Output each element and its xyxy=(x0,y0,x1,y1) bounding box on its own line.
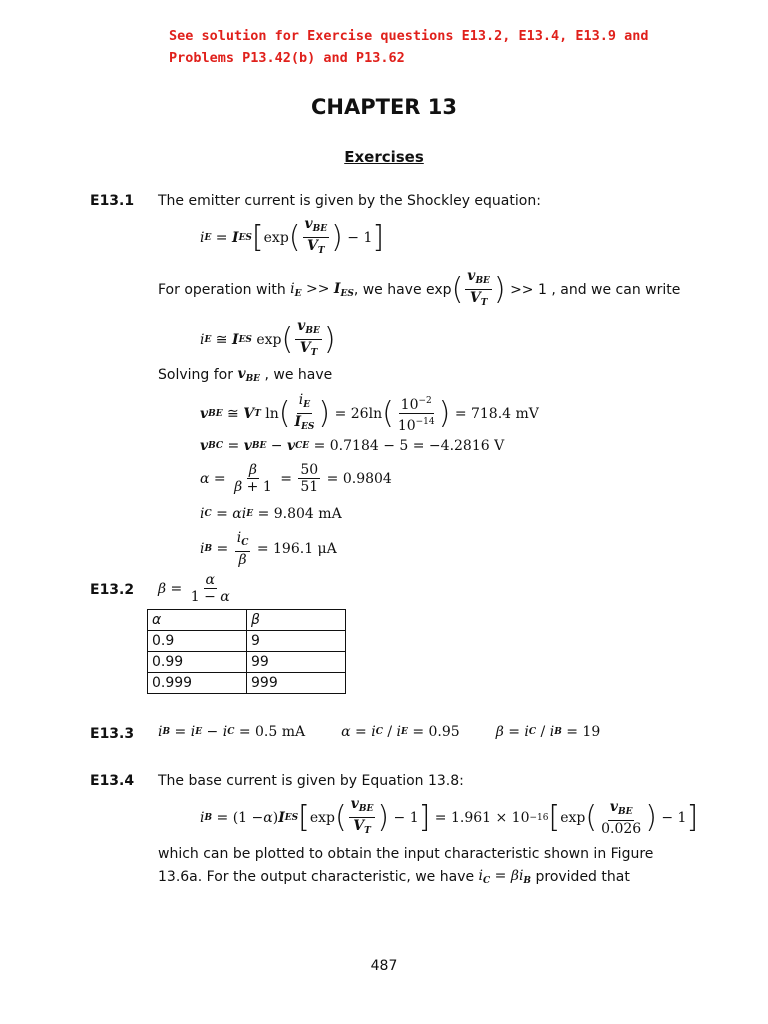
e13-4-intro: The base current is given by Equation 13.8: xyxy=(158,773,464,789)
section-title: Exercises xyxy=(344,148,424,166)
table-row xyxy=(148,652,346,673)
solving-a: Solving for xyxy=(158,367,233,383)
table-row xyxy=(148,673,346,694)
op-text-b: , we have exp xyxy=(353,281,452,298)
alpha-result: = 0.9804 xyxy=(326,470,392,487)
table-cell: 0.999 xyxy=(148,673,247,694)
approx-equation: i E ≅ I ES exp ( $\frac{v_{BE}}{V_T}$ ) xyxy=(200,318,336,358)
shockley-equation: i E = I ES [ exp ( $\frac{v_{BE}}{V_T}$ ) − 1 ] xyxy=(200,216,385,256)
alpha-beta-table xyxy=(147,609,346,694)
coef-exponent: −16 xyxy=(529,812,549,823)
alpha-equation: α = $\frac{\beta}{\beta + 1}$ = $\frac{50}{51}$ = 0.9804 xyxy=(200,462,392,495)
e13-3-alpha: = 0.95 xyxy=(412,724,460,740)
e13-4-text-2b: provided that xyxy=(535,869,630,885)
exercise-label-e13-3: E13.3 xyxy=(90,726,135,742)
table-header-beta: β xyxy=(247,610,346,631)
page-number: 487 xyxy=(370,958,398,974)
table-cell: 0.9 xyxy=(148,631,247,652)
vbc-equation: v BC = v BE − v CE = 0.7184 − 5 = −4.2816 V xyxy=(200,438,505,454)
table-cell: 9 xyxy=(247,631,346,652)
ib-equation: i B = $\frac{i_C}{\beta}$ = 196.1 μA xyxy=(200,530,337,568)
ic-result: = 9.804 mA xyxy=(257,506,342,522)
ic-equation: i C = α i E = 9.804 mA xyxy=(200,506,342,522)
base-current-equation: i B = (1 − α ) I ES [ exp ( $\frac{v_{BE}}{V_T}$ ) − 1 ] = 1.961 × 10 −16 [ exp ( $\frac{v_{BE}}{0.026}$ ) − 1 ] xyxy=(200,796,699,837)
vbe-equation: v BE ≅ V T ln ( $\frac{i_E}{I_{ES}}$ ) = 26ln ( $\frac{10^{-2}}{10^{-14}}$ ) = 718.4 mV xyxy=(200,392,539,434)
notice-line-2: Problems P13.42(b) and P13.62 xyxy=(169,50,405,66)
table-cell: 0.99 xyxy=(148,652,247,673)
notice-line-1: See solution for Exercise questions E13.2, E13.4, E13.9 and xyxy=(169,28,649,44)
e13-3-beta: = 19 xyxy=(566,724,601,740)
coef-text: = 1.961 × 10 xyxy=(434,809,530,826)
ib-result: = 196.1 μA xyxy=(256,541,337,557)
operation-line: For operation with $i_E >> I_{ES}$ , we have exp ( $\frac{v_{BE}}{V_T}$ ) >> 1 , and we can write xyxy=(158,268,681,308)
table-header-row xyxy=(148,610,346,631)
vbe-result: = 718.4 mV xyxy=(454,405,539,422)
vt-value: 0.026 xyxy=(601,820,642,837)
op-text-c: >> 1 , and we can write xyxy=(510,281,681,298)
e13-4-text-2: 13.6a. For the output characteristic, we have $i_C = \beta i_B$ provided that xyxy=(158,868,630,886)
op-text-a: For operation with xyxy=(158,281,286,298)
table-cell: 99 xyxy=(247,652,346,673)
table-row xyxy=(148,631,346,652)
exercise-label-e13-1: E13.1 xyxy=(90,193,135,209)
chapter-title: CHAPTER 13 xyxy=(310,95,457,119)
vbc-result: = 0.7184 − 5 = −4.2816 V xyxy=(313,438,505,454)
e13-4-text-1: which can be plotted to obtain the input characteristic shown in Figure xyxy=(158,846,654,862)
e13-3-ib: = 0.5 mA xyxy=(238,724,306,740)
solution-notice xyxy=(169,25,729,69)
e13-4-text-2a: 13.6a. For the output characteristic, we have xyxy=(158,869,475,885)
exercise-label-e13-2: E13.2 xyxy=(90,582,135,598)
solving-line: Solving for $v_{BE}$ , we have xyxy=(158,366,333,384)
table-header-alpha: α xyxy=(148,610,247,631)
e13-1-intro: The emitter current is given by the Shockley equation: xyxy=(158,193,541,209)
e13-3-equations: i B = i E − i C = 0.5 mA α = i C / i E = 0.95 β = i C / i B = 19 xyxy=(158,724,601,740)
exercise-label-e13-4: E13.4 xyxy=(90,773,135,789)
table-cell: 999 xyxy=(247,673,346,694)
solving-b: , we have xyxy=(264,367,333,383)
beta-formula: β = $\frac{\alpha}{1 - \alpha}$ xyxy=(158,572,230,605)
